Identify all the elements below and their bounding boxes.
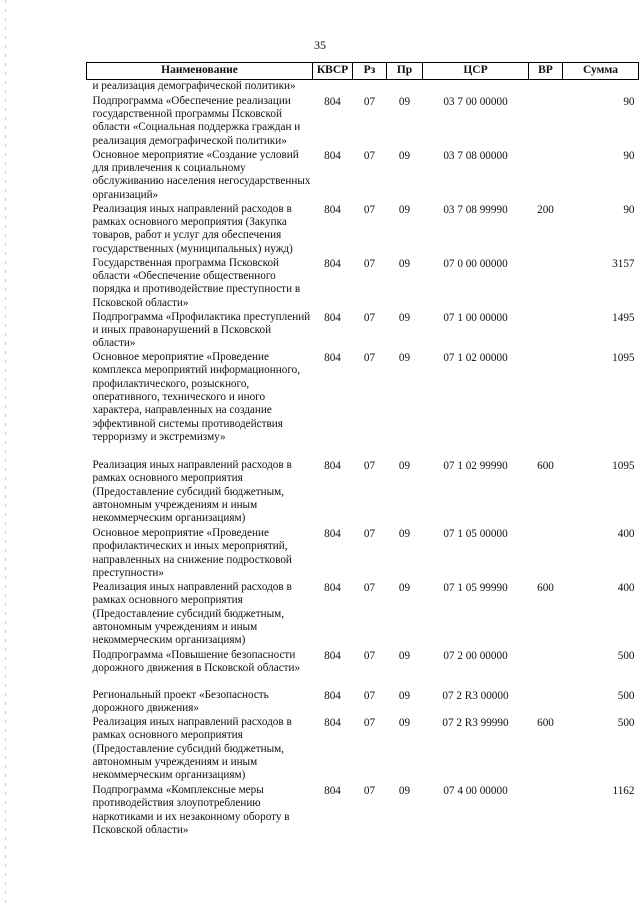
table-row (87, 459, 639, 527)
cell-kvsr: 804 (324, 527, 341, 540)
cell-rz (353, 80, 387, 95)
cell-name: Подпрограмма «Профилактика преступлений и иных правонарушений в Псковской области» (92, 310, 311, 350)
cell-kvsr: 804 (324, 459, 341, 472)
cell-kvsr: 804 (324, 311, 341, 324)
cell-rz: 07 (363, 649, 376, 662)
cell-pr: 09 (398, 784, 411, 797)
header-sum: Сумма (563, 63, 639, 80)
cell-name: Основное мероприятие «Проведение комплекса мероприятий информационного, профилактического, розыскного, оперативного, технического и иного характера, направленных на создание эффективной системы противодействия терроризму и экстремизму» (92, 350, 301, 444)
header-kvsr: КВСР (313, 63, 353, 80)
budget-table (86, 62, 639, 838)
cell-pr: 09 (398, 351, 411, 364)
cell-csr: 07 0 00 00000 (443, 257, 508, 270)
cell-sum: 500 (617, 649, 635, 662)
table-row (87, 203, 639, 257)
cell-rz: 07 (363, 311, 376, 324)
cell-vr (529, 527, 563, 581)
cell-pr: 09 (398, 689, 411, 702)
cell-csr (423, 80, 529, 95)
header-vr: ВР (529, 63, 563, 80)
table-row (87, 80, 639, 95)
cell-sum: 1495 (612, 311, 635, 324)
cell-name: Региональный проект «Безопасность дорожного движения» (92, 688, 269, 715)
cell-sum (563, 80, 639, 95)
cell-pr: 09 (398, 459, 411, 472)
cell-csr: 07 4 00 00000 (443, 784, 508, 797)
table-row (87, 689, 639, 716)
cell-sum: 1095 (612, 459, 635, 472)
cell-name: Реализация иных направлений расходов в рамках основного мероприятия (Предоставление субсидий бюджетным, автономным учреждениям и иным некоммерческим организациям) (92, 458, 292, 525)
cell-kvsr: 804 (324, 784, 341, 797)
cell-kvsr: 804 (324, 149, 341, 162)
cell-csr: 03 7 08 00000 (443, 149, 508, 162)
cell-rz: 07 (363, 257, 376, 270)
cell-kvsr: 804 (324, 351, 341, 364)
cell-rz: 07 (363, 527, 376, 540)
cell-csr: 03 7 08 99990 (443, 203, 508, 216)
cell-csr: 07 1 02 99990 (443, 459, 508, 472)
cell-csr: 07 2 00 00000 (443, 649, 508, 662)
cell-vr (529, 257, 563, 311)
cell-name: и реализация демографической политики» (92, 80, 296, 92)
cell-vr (529, 649, 563, 689)
cell-vr (529, 80, 563, 95)
cell-name: Реализация иных направлений расходов в рамках основного мероприятия (Предоставление субсидий бюджетным, автономным учреждениям и иным некоммерческим организациям) (92, 715, 292, 782)
table-row (87, 311, 639, 351)
table-row (87, 527, 639, 581)
page-number: 35 (314, 38, 326, 52)
cell-vr: 600 (537, 581, 554, 594)
cell-pr: 09 (398, 649, 411, 662)
cell-vr (529, 689, 563, 716)
header-csr: ЦСР (423, 63, 529, 80)
cell-vr (529, 311, 563, 351)
cell-vr: 600 (537, 459, 554, 472)
cell-name: Реализация иных направлений расходов в рамках основного мероприятия (Закупка товаров, работ и услуг для обеспечения государственных (муниципальных) нужд) (92, 202, 293, 255)
cell-sum: 1162 (612, 784, 635, 797)
cell-csr: 07 2 R3 99990 (442, 716, 509, 729)
cell-rz: 07 (363, 689, 376, 702)
table-row (87, 351, 639, 459)
cell-kvsr: 804 (324, 203, 341, 216)
cell-sum: 400 (617, 527, 635, 540)
cell-rz: 07 (363, 581, 376, 594)
cell-csr: 03 7 00 00000 (443, 95, 508, 108)
table-row (87, 149, 639, 203)
cell-vr: 200 (537, 203, 554, 216)
cell-pr: 09 (398, 716, 411, 729)
table-row (87, 716, 639, 784)
cell-vr (529, 95, 563, 149)
cell-pr: 09 (398, 203, 411, 216)
cell-rz: 07 (363, 716, 376, 729)
header-name: Наименование (87, 63, 313, 80)
cell-kvsr (313, 80, 353, 95)
cell-name: Подпрограмма «Обеспечение реализации государственной программы Псковской области «Социальная поддержка граждан и реализация демографической политики» (92, 94, 301, 147)
header-pr: Пр (387, 63, 423, 80)
cell-rz: 07 (363, 351, 376, 364)
scan-edge-marks (5, 0, 6, 905)
cell-rz: 07 (363, 95, 376, 108)
cell-name: Государственная программа Псковской области «Обеспечение общественного порядка и противодействие преступности в Псковской области» (92, 256, 301, 309)
cell-csr: 07 1 05 99990 (443, 581, 508, 594)
table-header-row (87, 63, 639, 80)
table-row (87, 581, 639, 649)
cell-sum: 90 (623, 149, 635, 162)
cell-sum: 400 (617, 581, 635, 594)
cell-sum: 500 (617, 689, 635, 702)
cell-rz: 07 (363, 149, 376, 162)
header-rz: Рз (353, 63, 387, 80)
cell-pr: 09 (398, 581, 411, 594)
cell-name: Основное мероприятие «Проведение профилактических и иных мероприятий, направленных на снижение подростковой преступности» (92, 526, 292, 579)
cell-csr: 07 1 02 00000 (443, 351, 508, 364)
cell-vr (529, 784, 563, 838)
cell-rz: 07 (363, 203, 376, 216)
cell-pr: 09 (398, 527, 411, 540)
cell-sum: 1095 (612, 351, 635, 364)
cell-pr: 09 (398, 149, 411, 162)
table-row (87, 257, 639, 311)
cell-sum: 500 (617, 716, 635, 729)
cell-pr: 09 (398, 257, 411, 270)
cell-name: Основное мероприятие «Создание условий для привлечения к социальному обслуживанию населения негосударственных организаций» (92, 148, 311, 201)
cell-name: Реализация иных направлений расходов в рамках основного мероприятия (Предоставление субсидий бюджетным, автономным учреждениям и иным некоммерческим организациям) (92, 580, 292, 647)
cell-pr: 09 (398, 311, 411, 324)
table-row (87, 95, 639, 149)
cell-vr: 600 (537, 716, 554, 729)
cell-csr: 07 2 R3 00000 (442, 689, 509, 702)
cell-kvsr: 804 (324, 689, 341, 702)
cell-csr: 07 1 05 00000 (443, 527, 508, 540)
cell-vr (529, 149, 563, 203)
cell-csr: 07 1 00 00000 (443, 311, 508, 324)
cell-kvsr: 804 (324, 257, 341, 270)
cell-sum: 90 (623, 95, 635, 108)
cell-kvsr: 804 (324, 581, 341, 594)
table-row (87, 784, 639, 838)
cell-vr (529, 351, 563, 459)
cell-name: Подпрограмма «Повышение безопасности дорожного движения в Псковской области» (92, 648, 301, 675)
cell-pr: 09 (398, 95, 411, 108)
cell-name: Подпрограмма «Комплексные меры противодействия злоупотреблению наркотиками и их незаконному обороту в Псковской области» (92, 783, 290, 836)
cell-pr (387, 80, 423, 95)
table-row (87, 649, 639, 689)
cell-kvsr: 804 (324, 649, 341, 662)
cell-rz: 07 (363, 784, 376, 797)
cell-kvsr: 804 (324, 95, 341, 108)
cell-kvsr: 804 (324, 716, 341, 729)
cell-sum: 3157 (612, 257, 635, 270)
cell-sum: 90 (623, 203, 635, 216)
cell-rz: 07 (363, 459, 376, 472)
